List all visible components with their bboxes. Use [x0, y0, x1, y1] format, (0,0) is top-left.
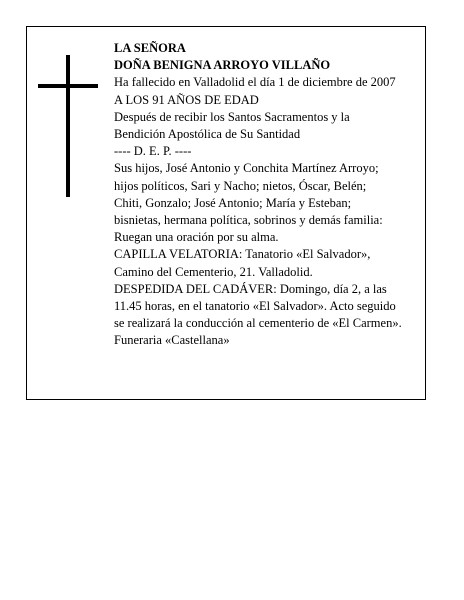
notice-line: Camino del Cementerio, 21. Valladolid. — [114, 264, 313, 279]
notice-line: Después de recibir los Santos Sacramentos y la — [114, 109, 350, 124]
obituary-notice — [26, 26, 426, 400]
notice-line: Chiti, Gonzalo; José Antonio; María y Esteban; — [114, 195, 352, 210]
notice-line: DESPEDIDA DEL CADÁVER: Domingo, día 2, a las — [114, 281, 387, 296]
notice-line: CAPILLA VELATORIA: Tanatorio «El Salvador», — [114, 247, 371, 262]
deceased-name: DOÑA BENIGNA ARROYO VILLAÑO — [114, 58, 331, 73]
notice-text — [114, 40, 432, 350]
notice-line: Funeraria «Castellana» — [114, 333, 230, 348]
notice-line: Ha fallecido en Valladolid el día 1 de diciembre de 2007 — [114, 75, 396, 90]
notice-line: Ruegan una oración por su alma. — [114, 230, 279, 245]
notice-title: LA SEÑORA — [114, 41, 186, 55]
notice-line: 11.45 horas, en el tanatorio «El Salvador». Acto seguido — [114, 299, 396, 314]
notice-line: Sus hijos, José Antonio y Conchita Martínez Arroyo; — [114, 161, 379, 176]
notice-line: bisnietas, hermana política, sobrinos y demás familia: — [114, 213, 383, 228]
notice-line: ---- D. E. P. ---- — [114, 144, 192, 159]
notice-line: hijos políticos, Sari y Nacho; nietos, Óscar, Belén; — [114, 178, 367, 193]
notice-line: se realizará la conducción al cementerio de «El Carmen». — [114, 316, 402, 331]
cross-icon — [66, 55, 70, 197]
notice-line: Bendición Apostólica de Su Santidad — [114, 127, 301, 142]
cross-icon-bar — [38, 84, 98, 88]
notice-line: A LOS 91 AÑOS DE EDAD — [114, 92, 259, 107]
